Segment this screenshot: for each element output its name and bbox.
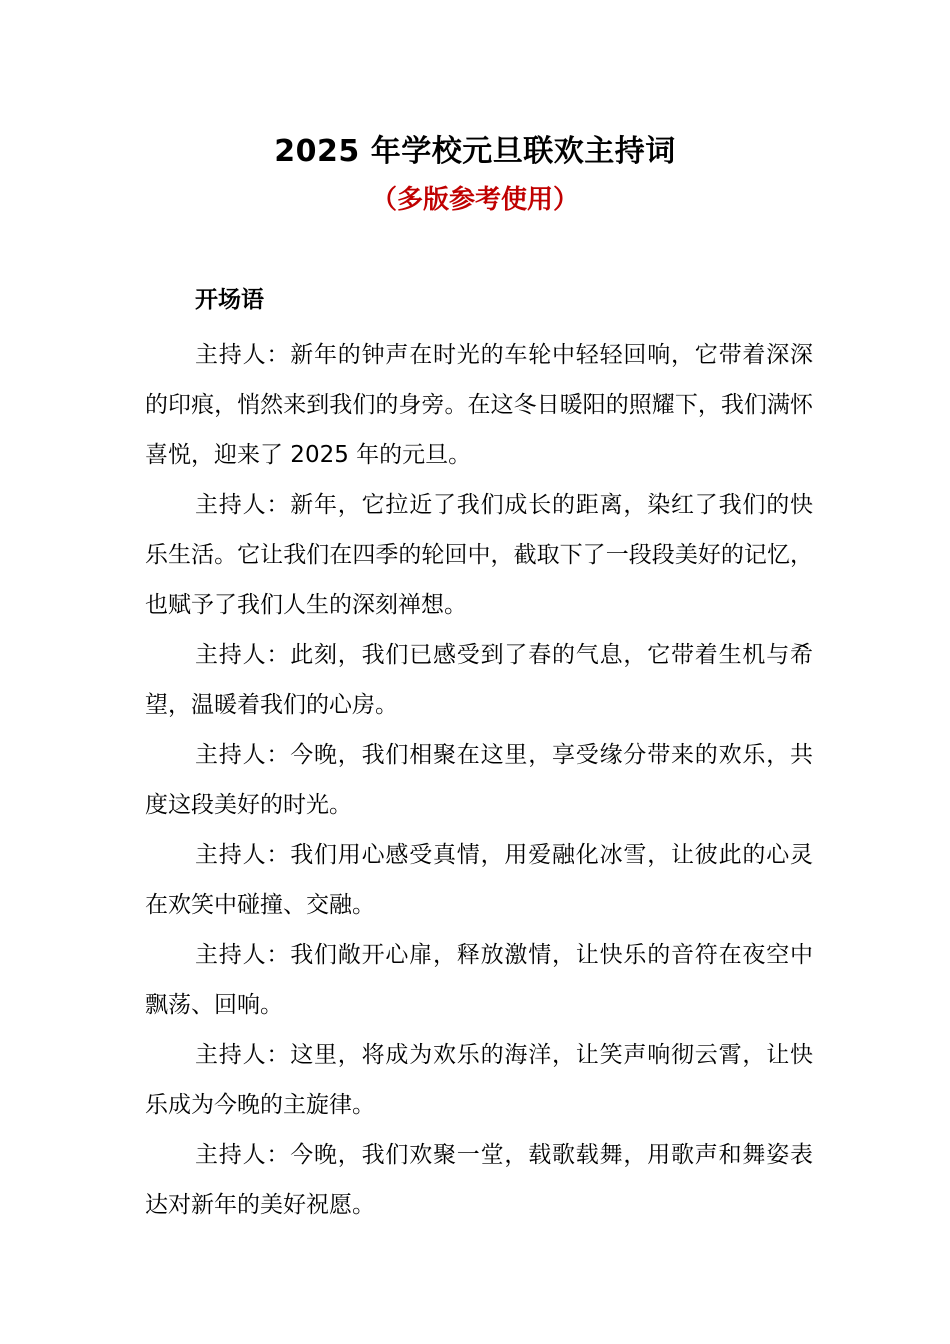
paragraph: 主持人：我们用心感受真情，用爱融化冰雪，让彼此的心灵在欢笑中碰撞、交融。: [145, 842, 813, 918]
paragraph: 主持人：新年的钟声在时光的车轮中轻轻回响，它带着深深的印痕，悄然来到我们的身旁。在这冬日暖阳的照耀下，我们满怀喜悦，迎来了 2025 年的元旦。: [145, 342, 813, 468]
paragraph: 主持人：今晚，我们相聚在这里，享受缘分带来的欢乐，共度这段美好的时光。: [145, 742, 813, 818]
document-body: [145, 280, 813, 1230]
document-subtitle: （多版参考使用）: [370, 185, 579, 215]
paragraph: 主持人：我们敞开心扉，释放激情，让快乐的音符在夜空中飘荡、回响。: [145, 942, 813, 1018]
paragraph: 主持人：今晚，我们欢聚一堂，载歌载舞，用歌声和舞姿表达对新年的美好祝愿。: [145, 1142, 813, 1218]
paragraph: 主持人：这里，将成为欢乐的海洋，让笑声响彻云霄，让快乐成为今晚的主旋律。: [145, 1042, 813, 1118]
paragraph: 主持人：此刻，我们已感受到了春的气息，它带着生机与希望，温暖着我们的心房。: [145, 642, 813, 718]
paragraph: 主持人：新年，它拉近了我们成长的距离，染红了我们的快乐生活。它让我们在四季的轮回中，截取下了一段段美好的记忆，也赋予了我们人生的深刻禅想。: [145, 492, 813, 618]
document-title: 2025 年学校元旦联欢主持词: [274, 134, 676, 169]
section-heading: 开场语: [195, 287, 264, 313]
